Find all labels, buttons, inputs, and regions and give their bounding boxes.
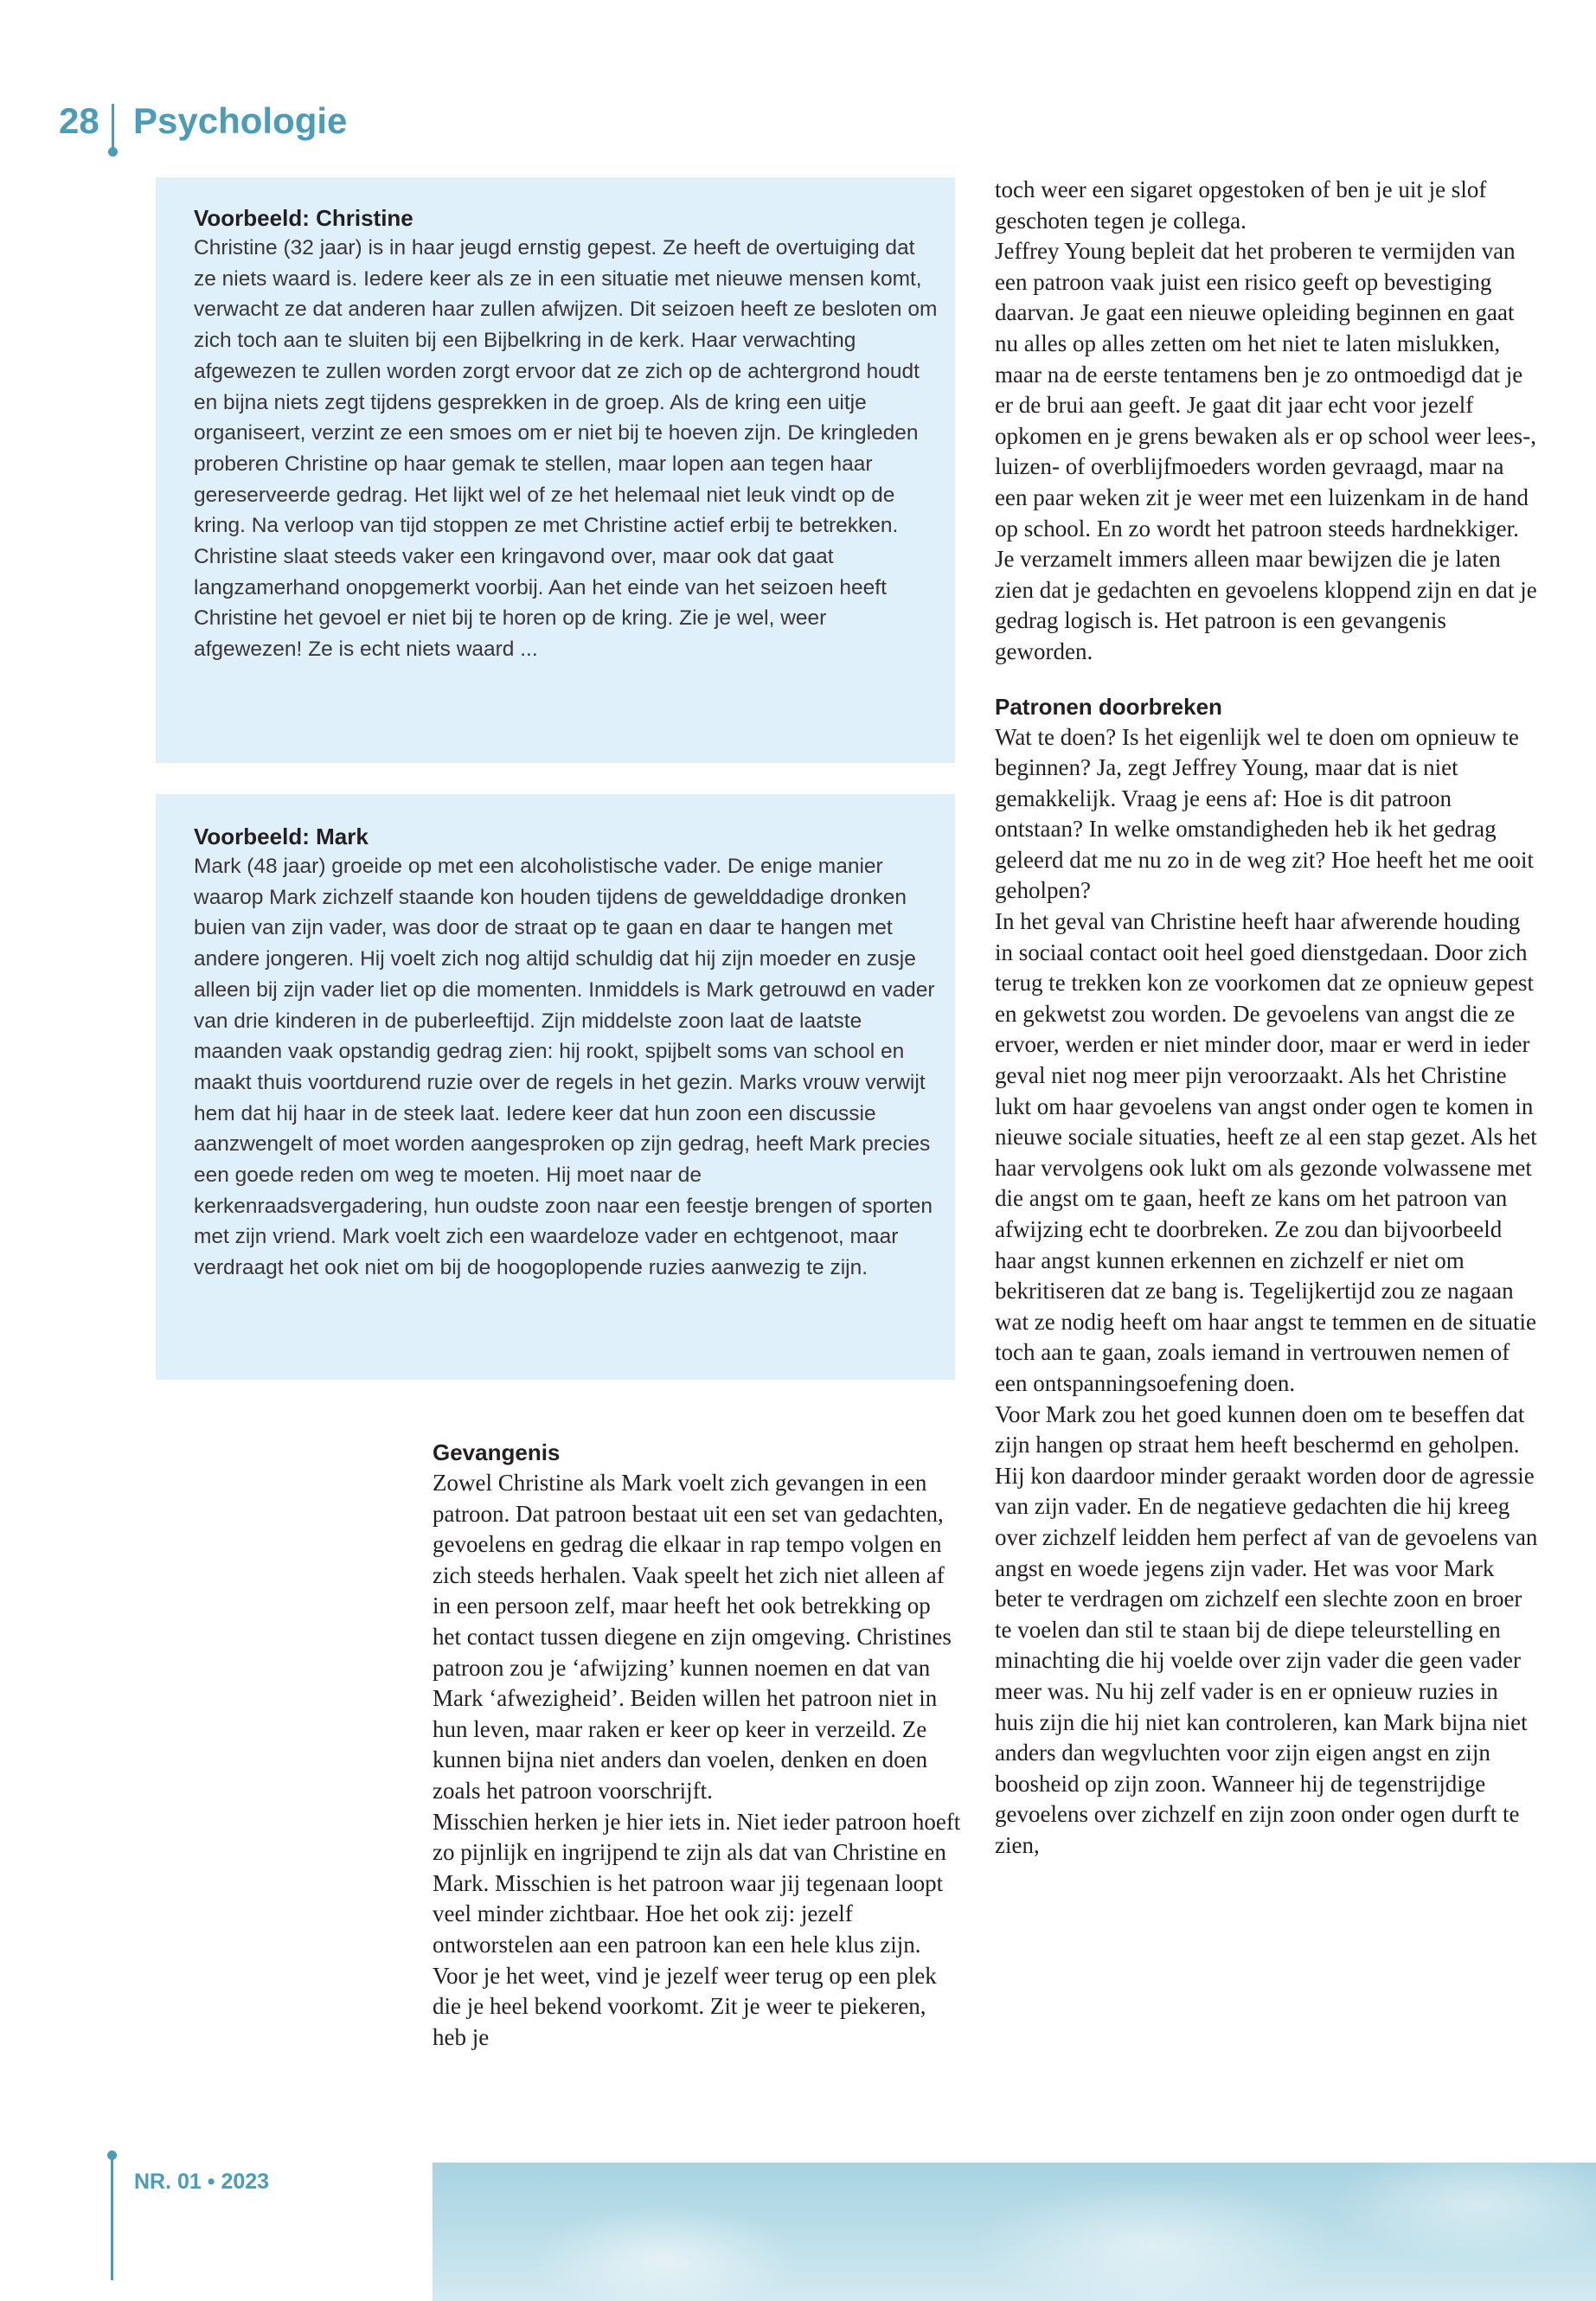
example-mark-body: Mark (48 jaar) groeide op met een alcoholistische vader. De enige manier waarop Mark zichzelf staande kon houden tijdens de gewelddadige dronken buien van zijn vader, was door de straat op te gaan en daar te hangen met andere jongeren. Hij voelt zich nog altijd schuldig dat hij zijn moeder en zusje alleen bij zijn vader liet op die momenten. Inmiddels is Mark getrouwd en vader van drie kinderen in de puberleeftijd. Zijn middelste zoon laat de laatste maanden vaak opstandig gedrag zien: hij rookt, spijbelt soms van school en maakt thuis voortdurend ruzie over de regels in het gezin. Marks vrouw verwijt hem dat hij haar in de steek laat. Iedere keer dat hun zoon een discussie aanzwengelt of moet worden aangesproken op zijn gedrag, heeft Mark precies een goede reden om weg te moeten. Hij moet naar de kerkenraadsvergadering, hun oudste zoon naar een feestje brengen of sporten met zijn vriend. Mark voelt zich een waardeloze vader en echtgenoot, maar verdraagt het ook niet om bij de hoogoplopende ruzies aanwezig te zijn. <box>194 855 935 1280</box>
paragraph: toch weer een sigaret opgestoken of ben je uit je slof geschoten tegen je collega. <box>995 176 1487 234</box>
footer-divider <box>111 2154 113 2280</box>
paragraph: Voor Mark zou het goed kunnen doen om te beseffen dat zijn hangen op straat hem heeft beschermd en geholpen. Hij kon daardoor minder geraakt worden door de agressie van zijn vader. En de negatieve gedachten die hij kreeg over zichzelf leidden hem perfect af van de gevoelens van angst en woede jegens zijn vader. Het was voor Mark beter te verdragen om zichzelf een slechte zoon en broer te voelen dan stil te staan bij de diepe teleurstelling en minachting die hij voelde over zijn vader die geen vader meer was. Nu hij zelf vader is en er opnieuw ruzies in huis zijn die hij niet kan controleren, kan Mark bijna niet anders dan wegvluchten voor zijn eigen angst en zijn boosheid op zijn zoon. Wanneer hij de tegenstrijdige gevoelens over zichzelf en zijn zoon onder ogen durft te zien, <box>995 1400 1538 1858</box>
footer-dot <box>107 2150 117 2160</box>
paragraph: Jeffrey Young bepleit dat het proberen te vermijden van een patroon vaak juist een risico geeft op bevestiging daarvan. Je gaat een nieuwe opleiding beginnen en gaat nu alles op alles zetten om het niet te laten mislukken, maar na de eerste tentamens ben je zo ontmoedigd dat je er de brui aan geeft. Je gaat dit jaar echt voor jezelf opkomen en je grens bewaken als er op school weer lees-, luizen- of overblijfmoeders worden gevraagd, maar na een paar weken zit je weer met een luizenkam in de hand op school. En zo wordt het patroon steeds hardnekkiger. Je verzamelt immers alleen maar bewijzen die je laten zien dat je gedachten en gevoelens kloppend zijn en dat je gedrag logisch is. Het patroon is een gevangenis geworden. <box>995 238 1537 664</box>
paragraph: Wat te doen? Is het eigenlijk wel te doen om opnieuw te beginnen? Ja, zegt Jeffrey Young, maar dat is niet gemakkelijk. Vraag je eens af: Hoe is dit patroon ontstaan? In welke omstandigheden heb ik het gedrag geleerd dat me nu zo in de weg zit? Hoe heeft het me ooit geholpen? <box>995 723 1535 904</box>
column-right <box>995 175 1540 1861</box>
issue-label: NR. 01 • 2023 <box>134 2170 270 2194</box>
heading-gevangenis: Gevangenis <box>433 1439 561 1465</box>
paragraph: In het geval van Christine heeft haar afwerende houding in sociaal contact ooit heel goed dienstgedaan. Door zich terug te trekken kon ze voorkomen dat ze opnieuw gepest en gekwetst zou worden. De gevoelens van angst die ze ervoer, werden er niet minder door, maar er werd in ieder geval niet nog meer pijn veroorzaakt. Als het Christine lukt om haar gevoelens van angst onder ogen te komen in nieuwe sociale situaties, heeft ze al een stap gezet. Als het haar vervolgens ook lukt om als gezonde volwassene met die angst om te gaan, heeft ze kans om het patroon van afwijzing echt te doorbreken. Ze zou dan bijvoorbeeld haar angst kunnen erkennen en zichzelf er niet om bekritiseren dat ze bang is. Tegelijkertijd zou ze nagaan wat ze nodig heeft om haar angst te temmen en de situatie toch aan te gaan, zoals iemand in vertrouwen nemen of een ontspanningsoefening doen. <box>995 908 1537 1396</box>
example-christine-title: Voorbeeld: Christine <box>194 205 413 231</box>
header-dot <box>108 147 118 157</box>
example-box-mark <box>156 794 955 1380</box>
example-box-christine <box>156 177 955 763</box>
example-christine-body: Christine (32 jaar) is in haar jeugd ernstig gepest. Ze heeft de overtuiging dat ze niets waard is. Iedere keer als ze in een situatie met nieuwe mensen komt, verwacht ze dat anderen haar zullen afwijzen. Dit seizoen heeft ze besloten om zich toch aan te sluiten bij een Bijbelkring in de kerk. Haar verwachting afgewezen te zullen worden zorgt ervoor dat ze zich op de achtergrond houdt en bijna niets zegt tijdens gesprekken in de groep. Als de kring een uitje organiseert, verzint ze een smoes om er niet bij te hoeven zijn. De kringleden proberen Christine op haar gemak te stellen, maar lopen aan tegen haar gereserveerde gedrag. Het lijkt wel of ze het helemaal niet leuk vindt op de kring. Na verloop van tijd stoppen ze met Christine actief erbij te betrekken. Christine slaat steeds vaker een kringavond over, maar ook dat gaat langzamerhand onopgemerkt voorbij. Aan het einde van het seizoen heeft Christine het gevoel er niet bij te horen op de kring. Zie je wel, weer afgewezen! Ze is echt niets waard ... <box>194 236 938 662</box>
column-gevangenis <box>433 1438 962 2053</box>
paragraph: Misschien herken je hier iets in. Niet ieder patroon hoeft zo pijnlijk en ingrijpend te zijn als dat van Christine en Mark. Misschien is het patroon waar jij tegenaan loopt veel minder zichtbaar. Hoe het ook zij: jezelf ontworstelen aan een patroon kan een hele klus zijn. Voor je het weet, vind je jezelf weer terug op een plek die je heel bekend voorkomt. Zit je weer te piekeren, heb je <box>433 1808 961 2050</box>
page-number: 28 <box>59 100 99 141</box>
heading-patronen-doorbreken: Patronen doorbreken <box>995 693 1222 720</box>
sky-image <box>433 2163 1596 2301</box>
paragraph: Zowel Christine als Mark voelt zich gevangen in een patroon. Dat patroon bestaat uit een set van gedachten, gevoelens en gedrag die elkaar in rap tempo volgen en zich steeds herhalen. Vaak speelt het zich niet alleen af in een persoon zelf, maar heeft het ook betrekking op het contact tussen diegene en zijn omgeving. Christines patroon zou je ‘afwijzing’ kunnen noemen en dat van Mark ‘afwezigheid’. Beiden willen het patroon niet in hun leven, maar raken er keer op keer in verzeild. Ze kunnen bijna niet anders dan voelen, denken en doen zoals het patroon voorschrijft. <box>433 1470 952 1804</box>
example-mark-title: Voorbeeld: Mark <box>194 824 369 849</box>
section-title: Psychologie <box>133 100 348 141</box>
